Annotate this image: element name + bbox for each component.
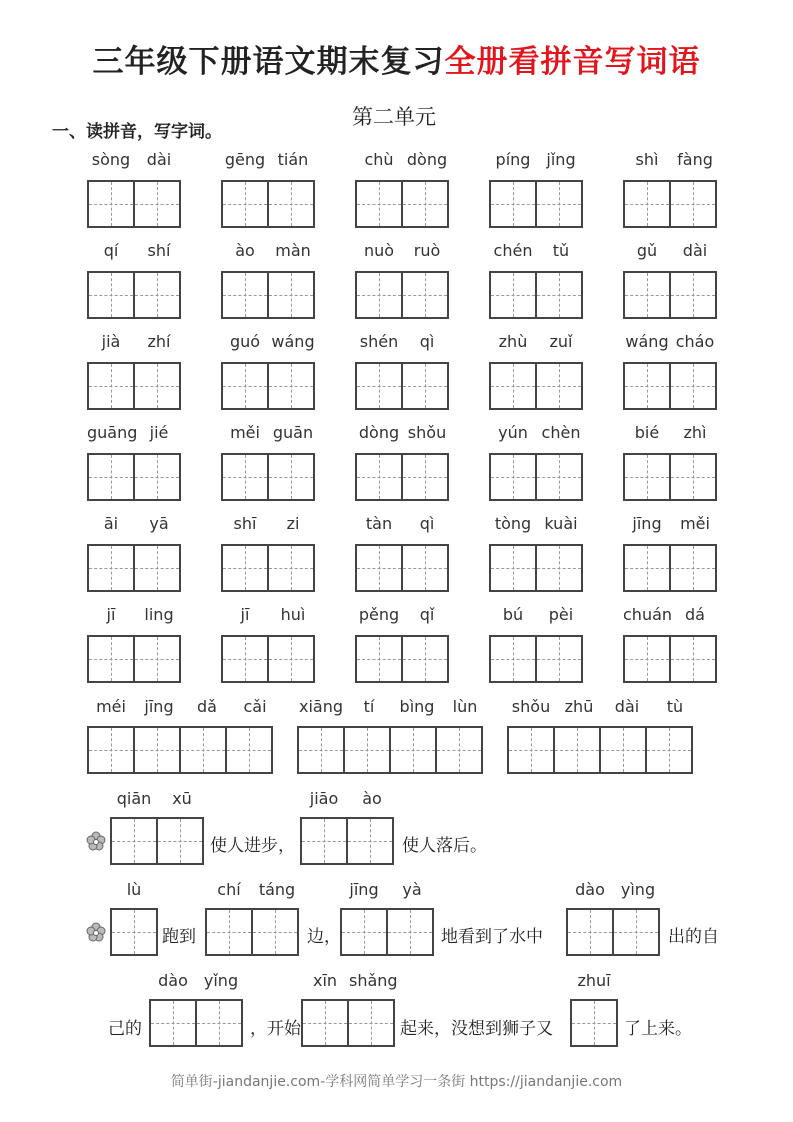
word-pinyin: shī (233, 514, 257, 533)
writing-cell[interactable] (87, 180, 135, 228)
word-pinyin: jī (106, 605, 116, 624)
word-pinyin: tǔ (552, 241, 570, 260)
writing-cell[interactable] (133, 726, 181, 774)
answer-boxes[interactable] (149, 999, 243, 1047)
writing-cell[interactable] (133, 635, 181, 683)
sentence-text: ，开始 (250, 1019, 301, 1039)
writing-cell[interactable] (343, 726, 391, 774)
word-boxes[interactable] (221, 362, 315, 410)
sentence-pinyin: qiān (116, 789, 152, 808)
writing-cell[interactable] (87, 726, 135, 774)
writing-cell[interactable] (205, 908, 253, 956)
word-pinyin: guāng (87, 423, 138, 442)
word-pinyin: dá (685, 605, 705, 624)
sentence-pinyin: dào (575, 880, 605, 899)
word-pinyin: chuán (623, 605, 673, 624)
writing-cell[interactable] (301, 999, 349, 1047)
writing-cell[interactable] (355, 544, 403, 592)
word-pinyin: shí (147, 241, 171, 260)
word-boxes[interactable] (623, 180, 717, 228)
word-pinyin: gēng (224, 150, 266, 169)
writing-cell[interactable] (489, 362, 537, 410)
word-pinyin: āi (103, 514, 119, 533)
writing-cell[interactable] (669, 271, 717, 319)
sentence-pinyin: xū (172, 789, 192, 808)
writing-cell[interactable] (267, 271, 315, 319)
word-boxes[interactable] (355, 362, 449, 410)
writing-cell[interactable] (251, 908, 299, 956)
word-pinyin: měi (680, 514, 710, 533)
sentence-pinyin: xīn (312, 971, 338, 990)
word-pinyin: yā (149, 514, 169, 533)
writing-cell[interactable] (507, 726, 555, 774)
sentence-pinyin: táng (258, 880, 296, 899)
writing-cell[interactable] (489, 453, 537, 501)
word-pinyin: pěng (358, 605, 400, 624)
flower-icon (86, 831, 106, 851)
sentence-pinyin: yìng (620, 880, 656, 899)
sentence-text: 己的 (108, 1019, 142, 1039)
writing-cell[interactable] (623, 635, 671, 683)
writing-cell[interactable] (401, 544, 449, 592)
word-pinyin: shǒu (407, 423, 447, 442)
unit-title: 第二单元 (352, 105, 436, 129)
sentence-text: 使人落后。 (402, 836, 487, 856)
word-boxes[interactable] (489, 544, 583, 592)
word-pinyin: jī (240, 605, 250, 624)
writing-cell[interactable] (355, 635, 403, 683)
writing-cell[interactable] (221, 180, 269, 228)
answer-boxes[interactable] (570, 999, 618, 1047)
sentence-pinyin: yà (402, 880, 422, 899)
writing-cell[interactable] (669, 453, 717, 501)
writing-cell[interactable] (149, 999, 197, 1047)
writing-cell[interactable] (156, 817, 204, 865)
writing-cell[interactable] (221, 362, 269, 410)
writing-cell[interactable] (669, 635, 717, 683)
idiom-pinyin: jīng (144, 697, 174, 716)
writing-cell[interactable] (133, 271, 181, 319)
writing-cell[interactable] (347, 999, 395, 1047)
writing-cell[interactable] (87, 362, 135, 410)
word-boxes[interactable] (355, 453, 449, 501)
writing-cell[interactable] (623, 453, 671, 501)
answer-boxes[interactable] (300, 817, 394, 865)
word-pinyin: ruò (413, 241, 441, 260)
writing-cell[interactable] (401, 453, 449, 501)
writing-cell[interactable] (87, 271, 135, 319)
word-pinyin: wáng (625, 332, 669, 351)
idiom-pinyin: bìng (399, 697, 435, 716)
writing-cell[interactable] (489, 544, 537, 592)
sentence-pinyin: jiāo (309, 789, 339, 808)
word-pinyin: jié (149, 423, 169, 442)
word-boxes[interactable] (87, 180, 181, 228)
writing-cell[interactable] (133, 544, 181, 592)
sentence-text: 了上来。 (624, 1019, 692, 1039)
writing-cell[interactable] (267, 362, 315, 410)
writing-cell[interactable] (386, 908, 434, 956)
writing-cell[interactable] (623, 362, 671, 410)
writing-cell[interactable] (401, 362, 449, 410)
writing-cell[interactable] (535, 453, 583, 501)
idiom-pinyin: lùn (452, 697, 478, 716)
writing-cell[interactable] (535, 362, 583, 410)
word-pinyin: cháo (675, 332, 715, 351)
word-boxes[interactable] (221, 180, 315, 228)
sentence-text: 地看到了水中 (441, 927, 543, 947)
sentence-pinyin: shǎng (349, 971, 398, 990)
writing-cell[interactable] (489, 180, 537, 228)
idiom-boxes[interactable] (507, 726, 693, 774)
writing-cell[interactable] (535, 635, 583, 683)
writing-cell[interactable] (346, 817, 394, 865)
writing-cell[interactable] (221, 544, 269, 592)
word-pinyin: zuǐ (549, 332, 573, 351)
writing-cell[interactable] (133, 453, 181, 501)
answer-boxes[interactable] (110, 908, 158, 956)
writing-cell[interactable] (300, 817, 348, 865)
writing-cell[interactable] (221, 271, 269, 319)
word-boxes[interactable] (489, 453, 583, 501)
word-boxes[interactable] (221, 544, 315, 592)
word-pinyin: měi (230, 423, 260, 442)
writing-cell[interactable] (489, 271, 537, 319)
writing-cell[interactable] (221, 453, 269, 501)
word-pinyin: chù (364, 150, 394, 169)
word-boxes[interactable] (355, 180, 449, 228)
answer-boxes[interactable] (205, 908, 299, 956)
word-boxes[interactable] (623, 453, 717, 501)
writing-cell[interactable] (297, 726, 345, 774)
word-boxes[interactable] (87, 271, 181, 319)
word-pinyin: ling (144, 605, 174, 624)
writing-cell[interactable] (489, 635, 537, 683)
word-pinyin: shén (359, 332, 399, 351)
sentence-text: 跑到 (162, 927, 196, 947)
word-pinyin: jǐng (546, 150, 576, 169)
word-pinyin: zi (286, 514, 300, 533)
word-pinyin: chén (493, 241, 533, 260)
writing-cell[interactable] (389, 726, 437, 774)
word-boxes[interactable] (87, 635, 181, 683)
word-boxes[interactable] (87, 544, 181, 592)
writing-cell[interactable] (535, 271, 583, 319)
word-pinyin: kuài (544, 514, 578, 533)
writing-cell[interactable] (110, 817, 158, 865)
word-pinyin: qí (103, 241, 119, 260)
word-boxes[interactable] (623, 362, 717, 410)
writing-cell[interactable] (669, 180, 717, 228)
writing-cell[interactable] (623, 544, 671, 592)
word-pinyin: gǔ (636, 241, 658, 260)
word-pinyin: tián (277, 150, 309, 169)
writing-cell[interactable] (340, 908, 388, 956)
sentence-text: 起来，没想到狮子又 (400, 1019, 553, 1039)
word-pinyin: píng (495, 150, 531, 169)
word-boxes[interactable] (221, 635, 315, 683)
sentence-pinyin: zhuī (577, 971, 611, 990)
writing-cell[interactable] (612, 908, 660, 956)
word-pinyin: bú (502, 605, 524, 624)
idiom-pinyin: xiāng (298, 697, 343, 716)
idiom-pinyin: dài (614, 697, 640, 716)
flower-icon (86, 922, 106, 942)
word-pinyin: zhí (147, 332, 171, 351)
word-pinyin: jià (101, 332, 121, 351)
writing-cell[interactable] (566, 908, 614, 956)
writing-cell[interactable] (87, 544, 135, 592)
writing-cell[interactable] (133, 180, 181, 228)
answer-boxes[interactable] (110, 817, 204, 865)
word-pinyin: pèi (548, 605, 574, 624)
answer-boxes[interactable] (566, 908, 660, 956)
writing-cell[interactable] (623, 271, 671, 319)
word-boxes[interactable] (489, 635, 583, 683)
writing-cell[interactable] (435, 726, 483, 774)
word-boxes[interactable] (489, 180, 583, 228)
footer: 简单街-jiandanjie.com-学科网简单学习一条街 https://jiandanjie.com (170, 1074, 623, 1090)
writing-cell[interactable] (355, 362, 403, 410)
word-pinyin: wáng (271, 332, 315, 351)
writing-cell[interactable] (401, 180, 449, 228)
word-pinyin: yún (498, 423, 528, 442)
sentence-pinyin: chí (217, 880, 241, 899)
word-pinyin: chèn (541, 423, 581, 442)
sentence-pinyin: yǐng (203, 971, 239, 990)
word-pinyin: bié (634, 423, 660, 442)
word-pinyin: màn (275, 241, 311, 260)
word-boxes[interactable] (87, 453, 181, 501)
idiom-pinyin: tí (363, 697, 375, 716)
writing-cell[interactable] (87, 635, 135, 683)
sentence-pinyin: dào (158, 971, 188, 990)
word-pinyin: sòng (91, 150, 131, 169)
writing-cell[interactable] (669, 362, 717, 410)
word-pinyin: dài (146, 150, 172, 169)
word-boxes[interactable] (221, 271, 315, 319)
word-pinyin: nuò (363, 241, 395, 260)
word-boxes[interactable] (355, 544, 449, 592)
writing-cell[interactable] (553, 726, 601, 774)
writing-cell[interactable] (179, 726, 227, 774)
sentence-pinyin: ào (362, 789, 382, 808)
writing-cell[interactable] (669, 544, 717, 592)
writing-cell[interactable] (355, 180, 403, 228)
writing-cell[interactable] (110, 908, 158, 956)
writing-cell[interactable] (645, 726, 693, 774)
answer-boxes[interactable] (301, 999, 395, 1047)
sentence-text: 使人进步， (210, 836, 295, 856)
writing-cell[interactable] (599, 726, 647, 774)
word-boxes[interactable] (489, 362, 583, 410)
word-pinyin: huì (280, 605, 306, 624)
writing-cell[interactable] (87, 453, 135, 501)
word-pinyin: guó (229, 332, 261, 351)
sentence-text: 边， (307, 927, 341, 947)
word-boxes[interactable] (489, 271, 583, 319)
writing-cell[interactable] (401, 635, 449, 683)
page-title: 三年级下册语文期末复习全册看拼音写词语 (92, 44, 701, 80)
word-pinyin: fàng (677, 150, 713, 169)
writing-cell[interactable] (195, 999, 243, 1047)
word-boxes[interactable] (623, 544, 717, 592)
idiom-pinyin: dǎ (197, 697, 217, 716)
word-pinyin: dòng (406, 150, 448, 169)
writing-cell[interactable] (355, 453, 403, 501)
sentence-pinyin: lù (126, 880, 142, 899)
word-pinyin: qǐ (419, 605, 435, 624)
word-boxes[interactable] (355, 635, 449, 683)
word-pinyin: guān (272, 423, 314, 442)
idiom-boxes[interactable] (297, 726, 483, 774)
idiom-pinyin: cǎi (243, 697, 267, 716)
writing-cell[interactable] (535, 544, 583, 592)
word-boxes[interactable] (623, 635, 717, 683)
word-pinyin: qì (419, 332, 435, 351)
word-pinyin: qì (419, 514, 435, 533)
writing-cell[interactable] (267, 180, 315, 228)
word-pinyin: dòng (358, 423, 400, 442)
answer-boxes[interactable] (340, 908, 434, 956)
word-pinyin: jīng (632, 514, 662, 533)
idiom-pinyin: shǒu (511, 697, 551, 716)
idiom-boxes[interactable] (87, 726, 273, 774)
word-boxes[interactable] (221, 453, 315, 501)
writing-cell[interactable] (570, 999, 618, 1047)
writing-cell[interactable] (401, 271, 449, 319)
word-pinyin: zhù (498, 332, 528, 351)
word-boxes[interactable] (355, 271, 449, 319)
word-pinyin: tàn (365, 514, 393, 533)
writing-cell[interactable] (267, 453, 315, 501)
idiom-pinyin: méi (96, 697, 126, 716)
word-pinyin: ào (235, 241, 255, 260)
section-heading: 一、读拼音，写字词。 (52, 122, 222, 142)
writing-cell[interactable] (221, 635, 269, 683)
writing-cell[interactable] (535, 180, 583, 228)
writing-cell[interactable] (267, 635, 315, 683)
writing-cell[interactable] (623, 180, 671, 228)
word-pinyin: zhì (683, 423, 707, 442)
word-boxes[interactable] (623, 271, 717, 319)
word-pinyin: tòng (494, 514, 532, 533)
word-pinyin: dài (682, 241, 708, 260)
sentence-text: 出的自 (668, 927, 719, 947)
word-pinyin: shì (635, 150, 659, 169)
writing-cell[interactable] (355, 271, 403, 319)
idiom-pinyin: tù (666, 697, 684, 716)
idiom-pinyin: zhū (564, 697, 594, 716)
sentence-pinyin: jīng (349, 880, 379, 899)
writing-cell[interactable] (133, 362, 181, 410)
writing-cell[interactable] (267, 544, 315, 592)
writing-cell[interactable] (225, 726, 273, 774)
word-boxes[interactable] (87, 362, 181, 410)
